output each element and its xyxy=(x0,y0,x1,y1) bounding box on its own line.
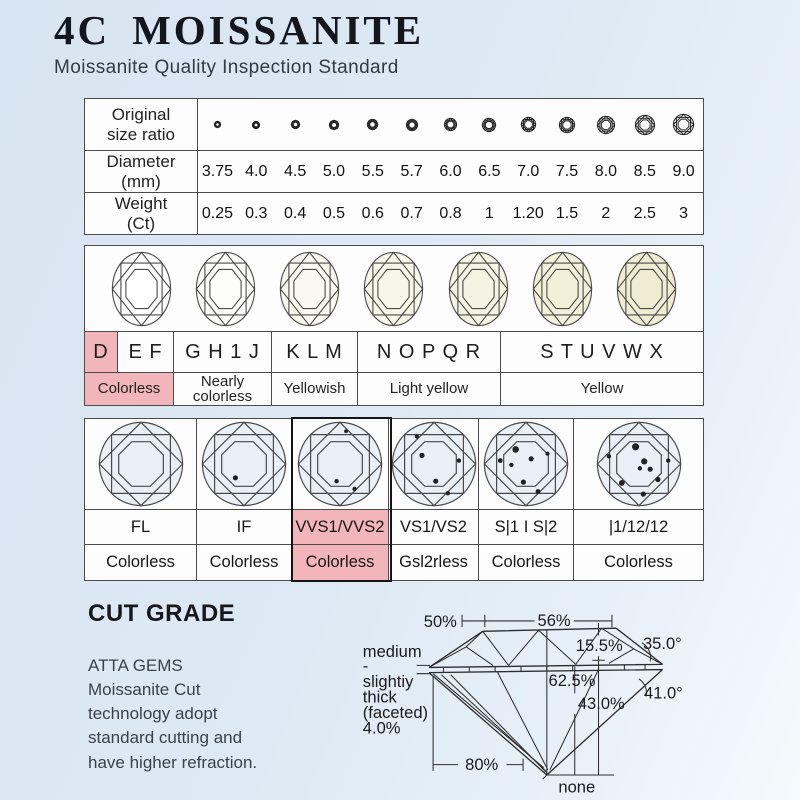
clarity-grade-label: IF xyxy=(197,510,292,545)
size-ratio-row xyxy=(85,99,703,150)
crown-height-label: 15.5% xyxy=(575,636,623,656)
size-ratio-diamond-icon xyxy=(315,119,354,131)
girdle-label-line: (faceted) xyxy=(362,703,429,723)
label-line: Original xyxy=(111,105,171,125)
diameter-value: 5.0 xyxy=(322,162,346,180)
color-grade-table xyxy=(84,245,704,406)
girdle-label-line: thick xyxy=(362,687,397,707)
clarity-quality-label: Gsl2rless xyxy=(389,545,479,580)
size-ratio-diamond-icon xyxy=(586,115,625,135)
total-depth-label: 62.5% xyxy=(548,671,596,691)
clarity-grade-label: VS1/VS2 xyxy=(389,510,479,545)
header xyxy=(0,0,800,79)
color-grade-diamond xyxy=(279,251,340,327)
girdle-label-line: 4.0% xyxy=(362,718,401,738)
size-ratio-diamond-icon xyxy=(509,116,548,133)
clarity-quality-label: Colorless xyxy=(197,545,292,580)
size-ratio-diamond-icon xyxy=(625,114,664,136)
clarity-grade-label: FL xyxy=(85,510,197,545)
diameter-row xyxy=(85,150,703,192)
color-grade-diamond xyxy=(111,251,172,327)
size-ratio-label xyxy=(85,99,198,150)
clarity-grade-label: |1/12/12 xyxy=(574,510,703,545)
size-ratio-icons xyxy=(198,99,703,150)
clarity-quality-label: Colorless xyxy=(292,545,389,580)
cut-grade-description xyxy=(88,654,336,775)
size-ratio-diamond-icon xyxy=(198,120,237,129)
label-line: size ratio xyxy=(106,124,176,144)
pavilion-depth-label: 43.0% xyxy=(577,693,625,713)
color-letter-group: D xyxy=(85,332,118,372)
description-line: standard cutting and xyxy=(88,728,243,748)
diameter-value: 4.5 xyxy=(283,162,307,180)
diameter-values xyxy=(198,151,703,192)
color-letter-group: S T U V W X xyxy=(540,340,664,363)
diameter-value: 8.0 xyxy=(594,162,617,180)
clarity-diamond xyxy=(85,419,197,510)
girdle-label-line: - xyxy=(362,656,369,676)
diameter-value: 5.5 xyxy=(361,162,384,180)
cut-diagram xyxy=(340,592,764,800)
color-letter-group: G H 1 J xyxy=(174,332,272,372)
diameter-value: 6.5 xyxy=(478,162,501,180)
size-ratio-diamond-icon xyxy=(353,118,392,131)
size-ratio-diamond-icon xyxy=(276,119,315,130)
girdle-label-line: slightiy xyxy=(362,672,414,692)
size-ratio-diamond-icon xyxy=(431,117,470,132)
description-line: have higher refraction. xyxy=(88,752,258,772)
clarity-diamond xyxy=(292,419,389,510)
diamond-profile-outline xyxy=(429,628,663,775)
weight-value: 0.4 xyxy=(283,204,307,222)
weight-value: 2 xyxy=(601,204,611,222)
label-line: Diameter xyxy=(106,152,176,172)
culet-label: none xyxy=(558,777,596,797)
weight-value: 3 xyxy=(679,204,689,222)
weight-value: 1.5 xyxy=(555,204,579,222)
diameter-value: 9.0 xyxy=(672,162,695,180)
clarity-quality-label: Colorless xyxy=(479,545,574,580)
crown-angle-label: 35.0° xyxy=(642,633,682,653)
clarity-quality-label: Colorless xyxy=(85,545,197,580)
title-main: MOISSANITE xyxy=(132,7,425,53)
diameter-value: 8.5 xyxy=(633,162,656,180)
weight-value: 0.8 xyxy=(439,204,462,222)
weight-values xyxy=(198,193,703,234)
color-grade-diamond xyxy=(195,251,256,327)
color-letter-group: N O P Q R xyxy=(358,332,501,372)
crown-facets xyxy=(429,628,663,667)
color-letter-group: E F xyxy=(118,332,174,372)
weight-value: 0.7 xyxy=(400,204,423,222)
weight-label xyxy=(85,193,198,234)
clarity-diamond xyxy=(389,419,479,510)
color-category: Yellow xyxy=(580,380,624,398)
color-grade-diamond xyxy=(363,251,424,327)
clarity-grade-table xyxy=(84,418,704,581)
color-letter-row xyxy=(85,332,703,372)
size-ratio-diamond-icon xyxy=(237,120,276,130)
color-grade-diamond xyxy=(532,251,593,327)
color-category: Light yellow xyxy=(358,373,501,405)
clarity-grid xyxy=(85,419,703,580)
description-line: ATTA GEMS xyxy=(88,656,183,676)
color-grade-diamond xyxy=(448,251,509,327)
label-line: (Ct) xyxy=(126,213,156,233)
girdle-label-line: medium xyxy=(362,642,422,662)
label-line: Weight xyxy=(114,194,168,214)
cut-grade-heading: CUT GRADE xyxy=(88,600,236,628)
weight-value: 0.25 xyxy=(201,204,233,222)
weight-value: 1 xyxy=(484,204,494,222)
clarity-diamond xyxy=(479,419,574,510)
cut-grade-section xyxy=(0,594,800,800)
size-ratio-diamond-icon xyxy=(548,116,587,134)
diameter-value: 3.75 xyxy=(201,162,233,180)
diameter-value: 4.0 xyxy=(245,162,268,180)
diameter-value: 6.0 xyxy=(439,162,462,180)
size-ratio-diamond-icon xyxy=(664,113,703,136)
size-table xyxy=(84,98,704,235)
pavilion-angle-label: 41.0° xyxy=(644,683,683,703)
label-line: (mm) xyxy=(121,171,161,191)
diameter-value: 7.0 xyxy=(517,162,540,180)
description-line: technology adopt xyxy=(88,704,218,724)
pavilion-width-label: 80% xyxy=(465,754,499,774)
color-grade-diamond xyxy=(616,251,677,327)
weight-row xyxy=(85,192,703,234)
table-min-label: 50% xyxy=(423,612,457,632)
color-category: Colorless xyxy=(85,373,174,405)
color-letter-group: K L M xyxy=(272,332,358,372)
weight-value: 0.3 xyxy=(245,204,268,222)
cut-grade-text xyxy=(88,594,336,800)
weight-value: 0.6 xyxy=(361,204,384,222)
diameter-label xyxy=(85,151,198,192)
clarity-quality-label: Colorless xyxy=(604,553,673,572)
title-prefix: 4C xyxy=(54,7,111,53)
color-category: Yellowish xyxy=(272,373,358,405)
color-diamond-row xyxy=(85,246,703,332)
table-max-label: 56% xyxy=(537,611,571,631)
diameter-value: 5.7 xyxy=(400,162,423,180)
clarity-diamond xyxy=(197,419,292,510)
color-category: Nearly colorless xyxy=(174,373,272,405)
description-line: Moissanite Cut xyxy=(88,680,201,700)
color-category-row xyxy=(85,372,703,405)
clarity-grade-label: VVS1/VVS2 xyxy=(292,510,389,545)
diameter-value: 7.5 xyxy=(555,162,579,180)
weight-value: 0.5 xyxy=(322,204,346,222)
weight-value: 1.20 xyxy=(512,204,544,222)
clarity-grade-label: S|1 I S|2 xyxy=(479,510,574,545)
size-ratio-diamond-icon xyxy=(470,117,509,133)
page-title xyxy=(54,8,800,53)
page-subtitle: Moissanite Quality Inspection Standard xyxy=(54,57,399,79)
size-ratio-diamond-icon xyxy=(392,118,431,132)
clarity-diamond xyxy=(574,419,703,510)
weight-value: 2.5 xyxy=(633,204,656,222)
